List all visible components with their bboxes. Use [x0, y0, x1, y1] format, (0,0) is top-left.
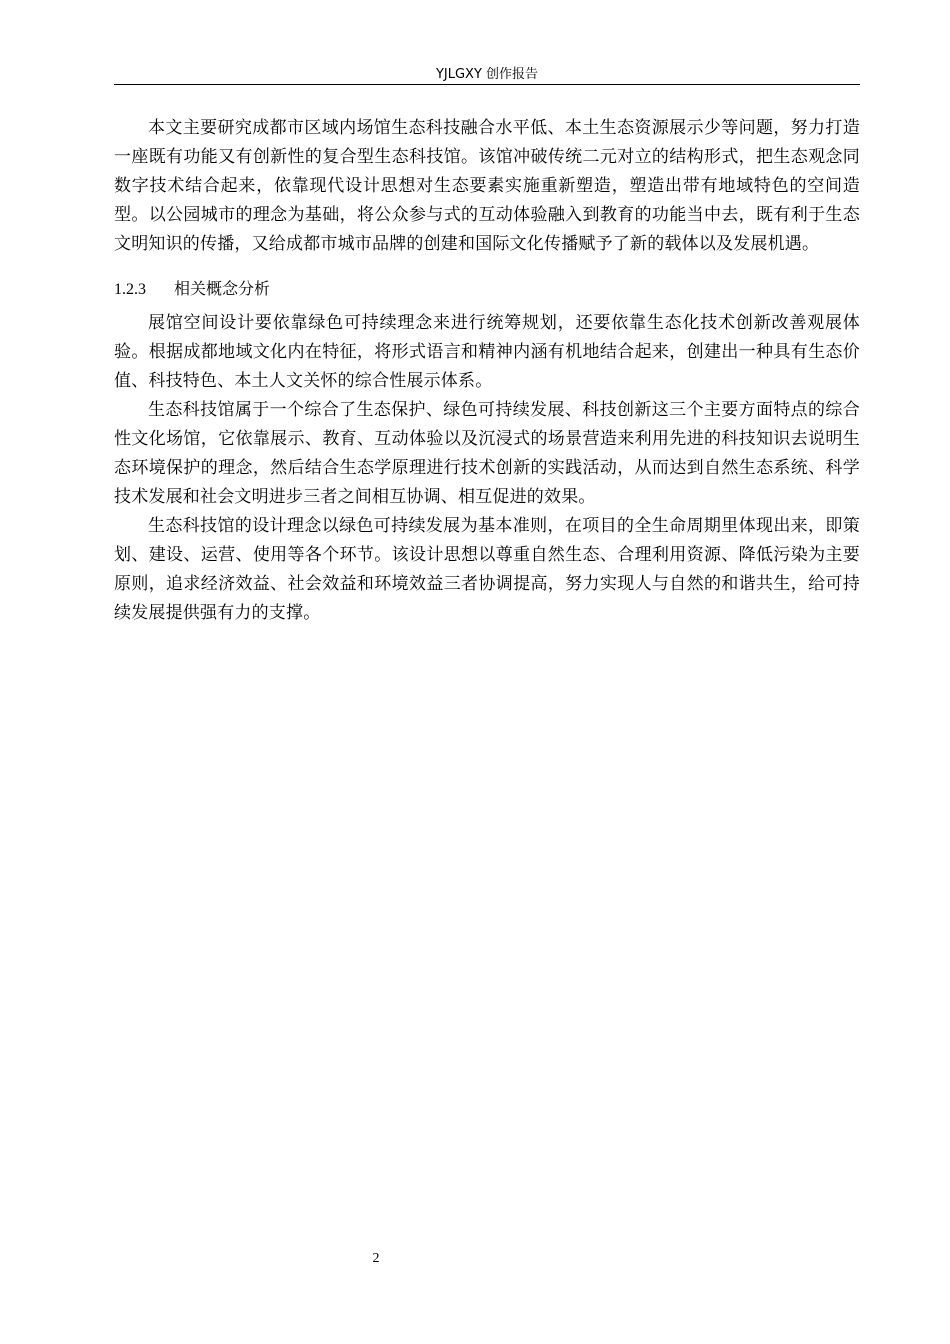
- body-paragraph-3: 生态科技馆的设计理念以绿色可持续发展为基本准则，在项目的全生命周期里体现出来，即策划、建设、运营、使用等各个环节。该设计思想以尊重自然生态、合理利用资源、降低污染为主要原则，追求经济效益、社会效益和环境效益三者协调提高，努力实现人与自然的和谐共生，给可持续发展提供强有力的支撑。: [114, 516, 860, 623]
- section-number: 1.2.3: [114, 281, 146, 298]
- body-paragraph-2: 生态科技馆属于一个综合了生态保护、绿色可持续发展、科技创新这三个主要方面特点的综合性文化场馆，它依靠展示、教育、互动体验以及沉浸式的场景营造来利用先进的科技知识去说明生态环境保护的理念，然后结合生态学原理进行技术创新的实践活动，从而达到自然生态系统、科学技术发展和社会文明进步三者之间相互协调、相互促进的效果。: [114, 400, 860, 507]
- page-number: 2: [372, 1251, 380, 1266]
- page-header: YJLGXY 创作报告: [435, 67, 539, 82]
- document-body: [114, 114, 860, 628]
- intro-paragraph: 本文主要研究成都市区域内场馆生态科技融合水平低、本土生态资源展示少等问题，努力打造一座既有功能又有创新性的复合型生态科技馆。该馆冲破传统二元对立的结构形式，把生态观念同数字技术结合起来，依靠现代设计思想对生态要素实施重新塑造，塑造出带有地域特色的空间造型。以公园城市的理念为基础，将公众参与式的互动体验融入到教育的功能当中去，既有利于生态文明知识的传播，又给成都市城市品牌的创建和国际文化传播赋予了新的载体以及发展机遇。: [114, 118, 860, 254]
- section-title: 相关概念分析: [174, 279, 271, 298]
- header-rule: [114, 84, 860, 85]
- section-heading: [114, 276, 860, 303]
- body-paragraph-1: 展馆空间设计要依靠绿色可持续理念来进行统筹规划，还要依靠生态化技术创新改善观展体验。根据成都地域文化内在特征，将形式语言和精神内涵有机地结合起来，创建出一种具有生态价值、科技特色、本土人文关怀的综合性展示体系。: [114, 313, 860, 391]
